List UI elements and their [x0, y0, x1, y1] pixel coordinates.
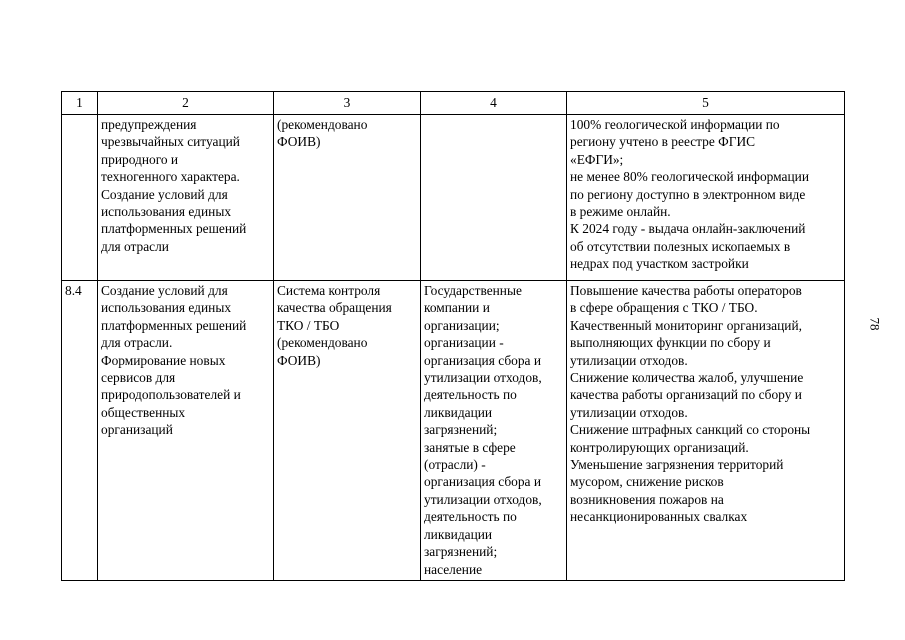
header-cell-4: 4 [421, 92, 567, 115]
header-cell-3: 3 [274, 92, 421, 115]
participants-cell: Государственные компании и организации; организации - организация сбора и утилизации отходов, деятельность по ликвидации загрязнений; занятые в сфере (отрасли) - организация сбора и утилизации отходов, деятельность по ликвидации загрязнений; население [421, 281, 567, 581]
system-cell: (рекомендовано ФОИВ) [274, 115, 421, 281]
table-row [62, 115, 845, 281]
document-table [61, 91, 845, 581]
header-cell-1: 1 [62, 92, 98, 115]
system-cell: Система контроля качества обращения ТКО / ТБО (рекомендовано ФОИВ) [274, 281, 421, 581]
measure-description-cell: Создание условий для использования единых платформенных решений для отрасли. Формирование новых сервисов для природопользователей и общественных организаций [98, 281, 274, 581]
header-cell-2: 2 [98, 92, 274, 115]
header-cell-5: 5 [567, 92, 845, 115]
row-number-cell [62, 115, 98, 281]
row-number-cell: 8.4 [62, 281, 98, 581]
table-row [62, 281, 845, 581]
table-header-row [62, 92, 845, 115]
measure-description-cell: предупреждения чрезвычайных ситуаций природного и техногенного характера. Создание условий для использования единых платформенных решений для отрасли [98, 115, 274, 281]
participants-cell [421, 115, 567, 281]
expected-results-cell: Повышение качества работы операторов в сфере обращения с ТКО / ТБО. Качественный мониторинг организаций, выполняющих функции по сбору и утилизации отходов. Снижение количества жалоб, улучшение качества работы организаций по сбору и утилизации отходов. Снижение штрафных санкций со стороны контролирующих организаций. Уменьшение загрязнения территорий мусором, снижение рисков возникновения пожаров на несанкционированных свалках [567, 281, 845, 581]
page-number: 78 [867, 317, 883, 331]
expected-results-cell: 100% геологической информации по региону учтено в реестре ФГИС «ЕФГИ»; не менее 80% геологической информации по региону доступно в электронном виде в режиме онлайн. К 2024 году - выдача онлайн-заключений об отсутствии полезных ископаемых в недрах под участком застройки [567, 115, 845, 281]
